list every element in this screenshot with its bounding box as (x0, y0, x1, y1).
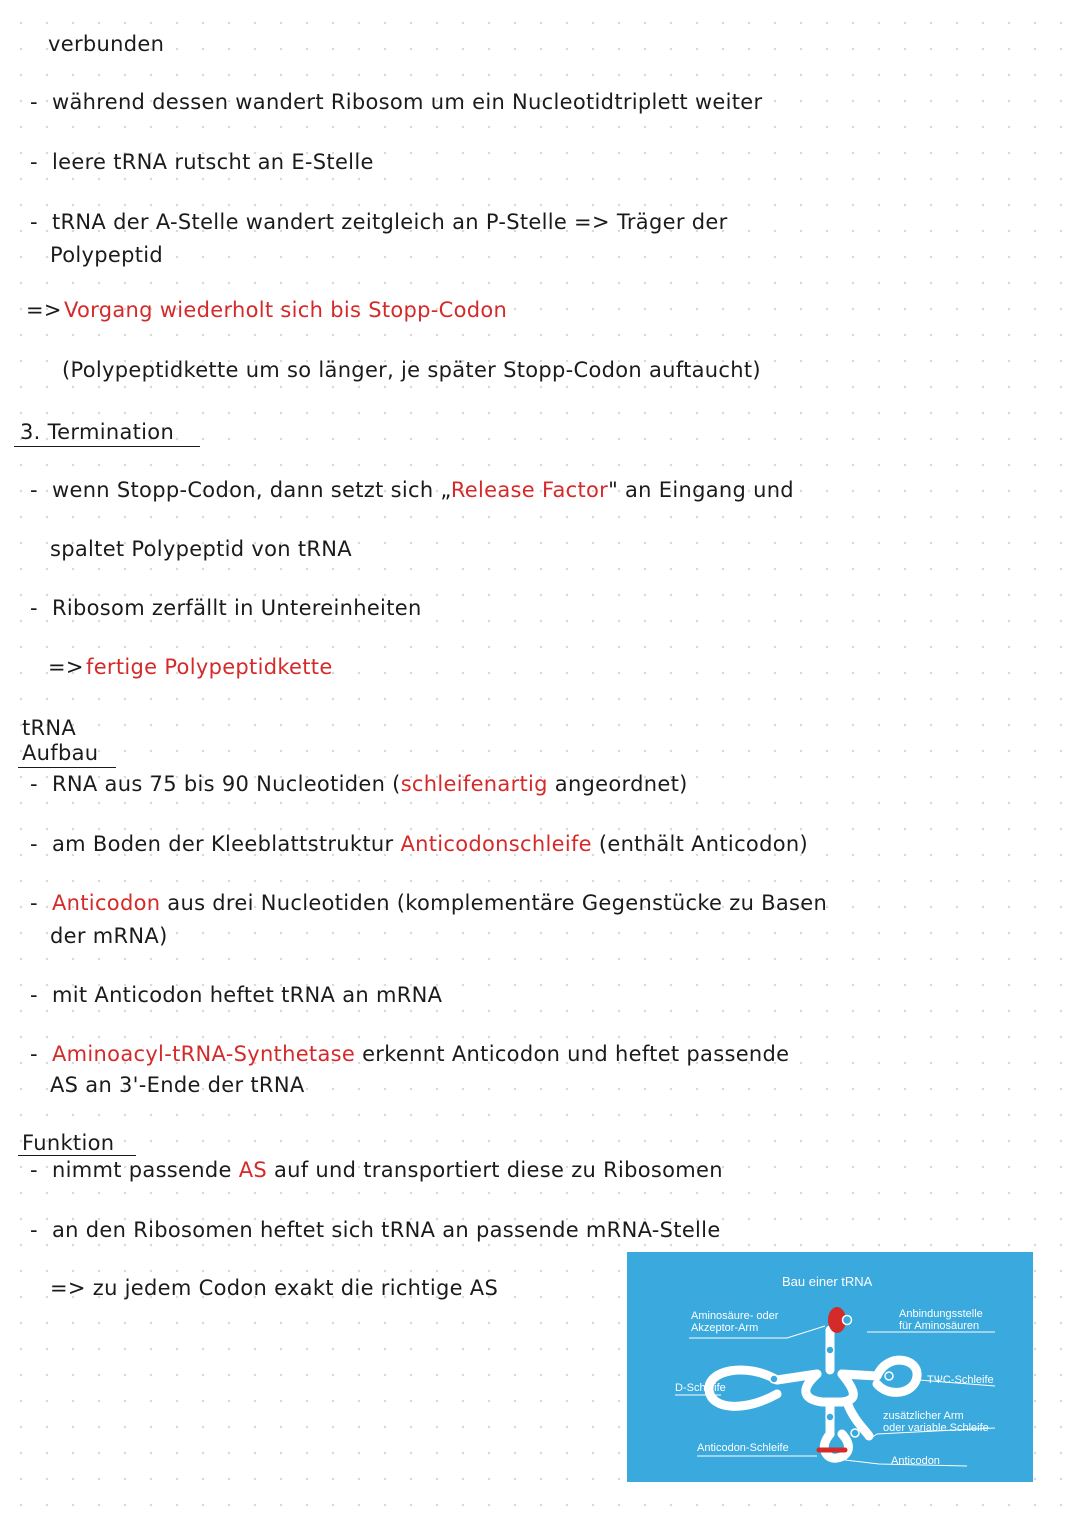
text-line: mit Anticodon heftet tRNA an mRNA (52, 983, 443, 1007)
highlight-text: Aminoacyl-tRNA-Synthetase (52, 1042, 356, 1066)
text-line: => zu jedem Codon exakt die richtige AS (50, 1276, 499, 1300)
heading-underline (14, 446, 200, 447)
text-line: am Boden der Kleeblattstruktur Anticodonschleife (enthält Anticodon) (52, 832, 808, 856)
heading-underline (18, 767, 116, 768)
text-line: der mRNA) (50, 924, 168, 948)
highlight-text: fertige Polypeptidkette (86, 655, 333, 679)
section-heading: 3. Termination (20, 420, 175, 444)
bullet-dash: - (30, 596, 38, 620)
bullet-dash: - (30, 1158, 38, 1182)
tpsic-loop (877, 1360, 917, 1392)
text-line: leere tRNA rutscht an E-Stelle (52, 150, 374, 174)
text-line: nimmt passende AS auf und transportiert diese zu Ribosomen (52, 1158, 723, 1182)
bullet-dash: - (30, 983, 38, 1007)
text-line: RNA aus 75 bis 90 Nucleotiden (schleifenartig angeordnet) (52, 772, 688, 796)
highlight-text: schleifenartig (400, 772, 548, 796)
label-anticodon-loop: Anticodon-Schleife (697, 1442, 789, 1454)
text-line: spaltet Polypeptid von tRNA (50, 537, 352, 561)
text-line: wenn Stopp-Codon, dann setzt sich „Release Factor" an Eingang und (52, 478, 794, 502)
highlight-text: Vorgang wiederholt sich bis Stopp-Codon (64, 298, 508, 322)
label-variable-arm: zusätzlicher Arm oder variable Schleife (883, 1410, 989, 1434)
bullet-dash: - (30, 210, 38, 234)
bullet-dash: - (30, 1218, 38, 1242)
section-heading: tRNA (22, 716, 77, 740)
diagram-title: Bau einer tRNA (782, 1274, 873, 1289)
arrow-symbol: => (26, 298, 62, 322)
highlight-text: Anticodon (52, 891, 161, 915)
text-line: während dessen wandert Ribosom um ein Nucleotidtriplett weiter (52, 90, 763, 114)
text-line: Polypeptid (50, 243, 164, 267)
highlight-text: Release Factor (450, 478, 609, 502)
label-tpsic-loop: TΨC-Schleife (927, 1374, 994, 1386)
bullet-dash: - (30, 772, 38, 796)
arrow-symbol: => (48, 655, 84, 679)
bullet-dash: - (30, 1042, 38, 1066)
bullet-dash: - (30, 891, 38, 915)
text-line: Ribosom zerfällt in Untereinheiten (52, 596, 422, 620)
text-line: an den Ribosomen heftet sich tRNA an passende mRNA-Stelle (52, 1218, 721, 1242)
text-line: verbunden (48, 32, 165, 56)
text-line: Aminoacyl-tRNA-Synthetase erkennt Anticodon und heftet passende (52, 1042, 790, 1066)
bullet-dash: - (30, 478, 38, 502)
text-line: tRNA der A-Stelle wandert zeitgleich an P-Stelle => Träger der (52, 210, 728, 234)
trna-diagram (627, 1252, 1033, 1482)
highlight-text: Anticodonschleife (400, 832, 592, 856)
highlight-text: AS (238, 1158, 267, 1182)
label-d-loop: D-Schleife (675, 1382, 726, 1394)
sub-heading: Funktion (22, 1131, 115, 1155)
label-acceptor-arm: Aminosäure- oder Akzeptor-Arm (691, 1310, 779, 1334)
bullet-dash: - (30, 90, 38, 114)
bullet-dash: - (30, 150, 38, 174)
text-line: (Polypeptidkette um so länger, je später Stopp-Codon auftaucht) (62, 358, 761, 382)
sub-heading: Aufbau (22, 741, 99, 765)
bullet-dash: - (30, 832, 38, 856)
text-line: Anticodon aus drei Nucleotiden (komplementäre Gegenstücke zu Basen (52, 891, 828, 915)
heading-underline (18, 1155, 136, 1156)
anticodon-loop (824, 1434, 848, 1458)
label-binding-site: Anbindungsstelle für Aminosäuren (899, 1308, 983, 1332)
label-anticodon: Anticodon (891, 1455, 940, 1467)
text-line: AS an 3'-Ende der tRNA (50, 1073, 305, 1097)
